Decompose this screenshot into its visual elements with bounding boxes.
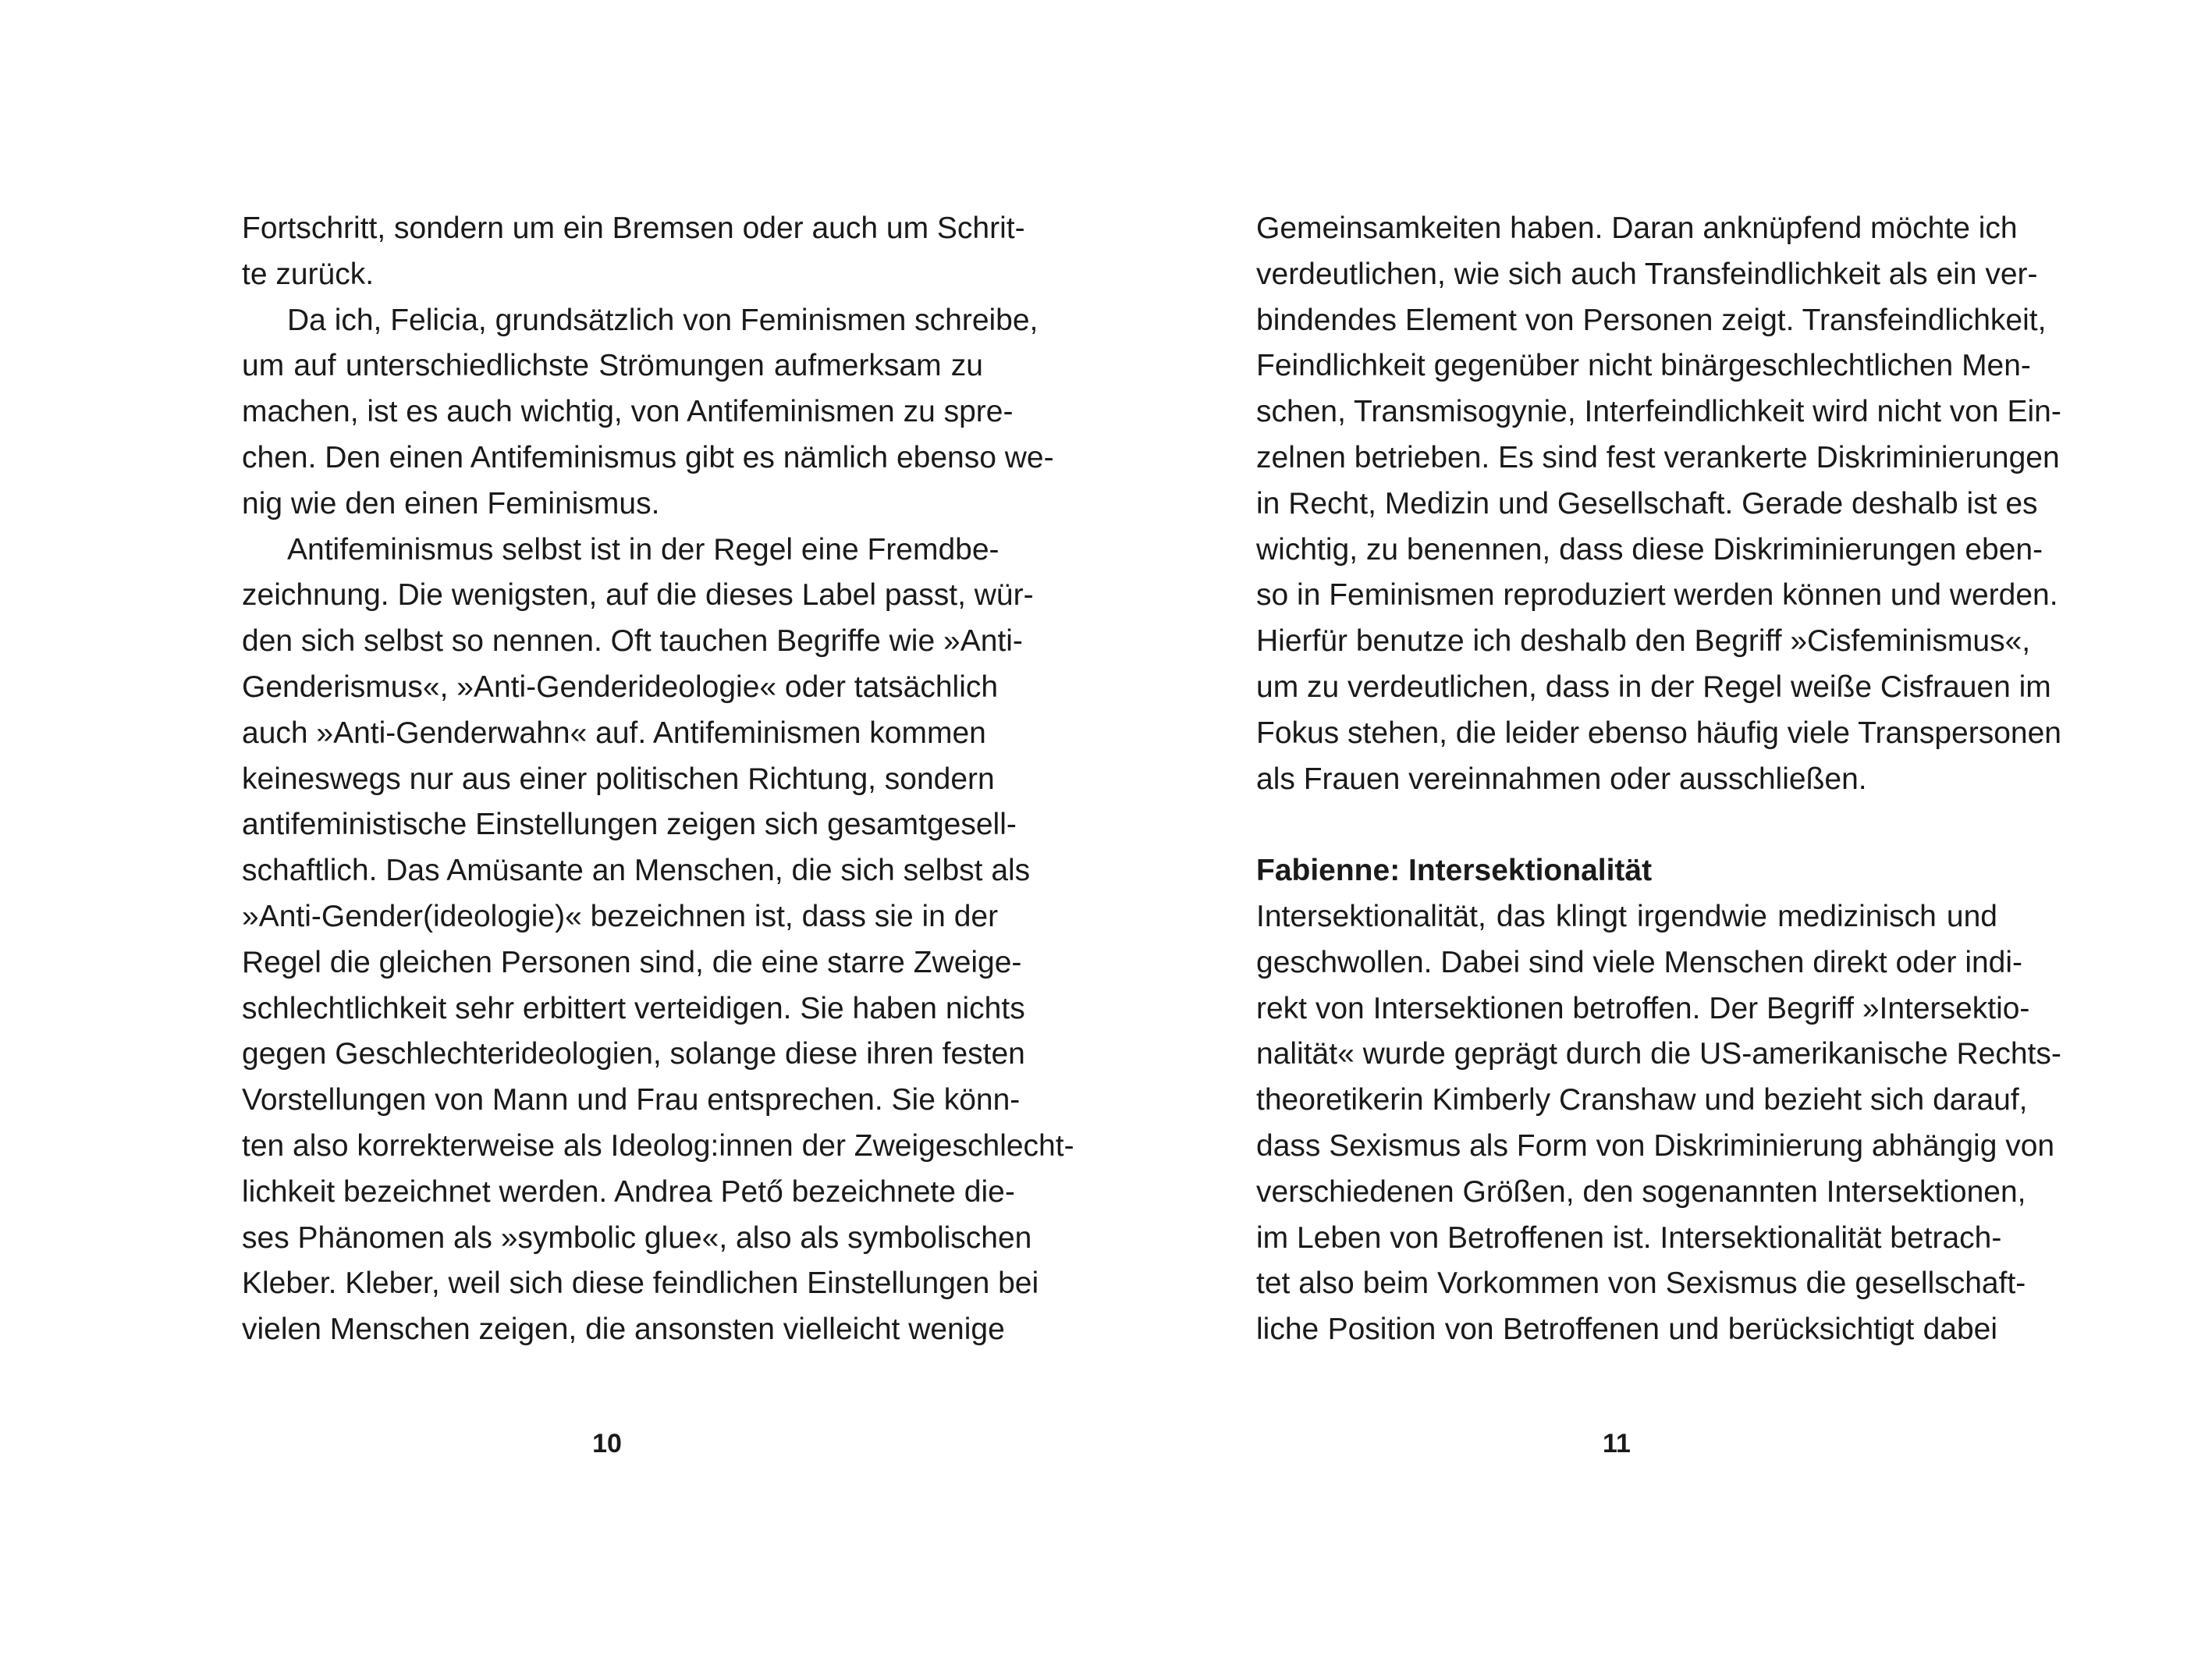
text-line: te zurück. <box>242 257 375 291</box>
text-line: als Frauen vereinnahmen oder ausschließen. <box>1256 762 1867 796</box>
text-line: nalität« wurde geprägt durch die US-amerikanische Rechts- <box>1256 1037 2061 1071</box>
text-line: geschwollen. Dabei sind viele Menschen direkt oder indi- <box>1256 945 2023 979</box>
right-page-body <box>1256 206 2061 1353</box>
text-line: wichtig, zu benennen, dass diese Diskriminierungen eben- <box>1256 532 2043 567</box>
text-line: ten also korrekterweise als Ideolog:innen der Zweigeschlecht- <box>242 1128 1074 1163</box>
text-line: lichkeit bezeichnet werden. Andrea Pető bezeichnete die- <box>242 1174 1015 1209</box>
text-line: rekt von Intersektionen betroffen. Der Begriff »Intersektio- <box>1256 991 2030 1025</box>
text-line: »Anti-Gender(ideologie)« bezeichnen ist, dass sie in der <box>242 899 999 933</box>
text-line: auch »Anti-Genderwahn« auf. Antifeminismen kommen <box>242 716 986 750</box>
text-line: um auf unterschiedlichste Strömungen aufmerksam zu <box>242 349 983 383</box>
text-line: schaftlich. Das Amüsante an Menschen, die sich selbst als <box>242 854 1031 888</box>
text-line: dass Sexismus als Form von Diskriminierung abhängig von <box>1256 1128 2055 1163</box>
text-line: so in Feminismen reproduziert werden können und werden. <box>1256 578 2058 613</box>
text-line: ses Phänomen als »symbolic glue«, also als symbolischen <box>242 1220 1032 1255</box>
text-line: Intersektionalität, das klingt irgendwie medizinisch und <box>1256 899 1997 933</box>
text-line: schen, Transmisogynie, Interfeindlichkeit wird nicht von Ein- <box>1256 395 2061 429</box>
text-line: gegen Geschlechterideologien, solange diese ihren festen <box>242 1037 1025 1071</box>
text-line: Kleber. Kleber, weil sich diese feindlichen Einstellungen bei <box>242 1266 1039 1301</box>
text-line: um zu verdeutlichen, dass in der Regel weiße Cisfrauen im <box>1256 670 2051 704</box>
right-page <box>1106 0 2212 1659</box>
text-line: Antifeminismus selbst ist in der Regel eine Fremdbe- <box>287 532 999 567</box>
text-line: Regel die gleichen Personen sind, die eine starre Zweige- <box>242 945 1022 979</box>
text-line: liche Position von Betroffenen und berücksichtigt dabei <box>1256 1313 1997 1347</box>
text-line: Fokus stehen, die leider ebenso häufig viele Transpersonen <box>1256 716 2061 750</box>
text-line: Gemeinsamkeiten haben. Daran anknüpfend möchte ich <box>1256 211 2018 245</box>
text-line: Genderismus«, »Anti-Genderideologie« oder tatsächlich <box>242 670 999 704</box>
text-line: schlechtlichkeit sehr erbittert verteidigen. Sie haben nichts <box>242 991 1025 1025</box>
text-line: zelnen betrieben. Es sind fest verankerte Diskriminierungen <box>1256 440 2060 474</box>
text-line: keineswegs nur aus einer politischen Richtung, sondern <box>242 762 995 796</box>
text-line: nig wie den einen Feminismus. <box>242 486 660 520</box>
text-line: Hierfür benutze ich deshalb den Begriff »Cisfeminismus«, <box>1256 624 2031 659</box>
text-line: im Leben von Betroffenen ist. Intersektionalität betrach- <box>1256 1220 2002 1255</box>
section-heading: Fabienne: Intersektionalität <box>1256 854 1653 888</box>
text-line: vielen Menschen zeigen, die ansonsten vielleicht wenige <box>242 1313 1005 1347</box>
text-line: theoretikerin Kimberly Cranshaw und bezieht sich darauf, <box>1256 1083 2028 1117</box>
text-line: Fortschritt, sondern um ein Bremsen oder auch um Schrit- <box>242 211 1025 245</box>
text-line <box>1256 802 1997 848</box>
text-line: verschiedenen Größen, den sogenannten Intersektionen, <box>1256 1174 2026 1209</box>
left-page-body <box>242 206 1074 1353</box>
text-line: Vorstellungen von Mann und Frau entsprechen. Sie könn- <box>242 1083 1021 1117</box>
text-line: zeichnung. Die wenigsten, auf die dieses Label passt, wür- <box>242 578 1034 613</box>
right-page-number: 11 <box>1603 1429 1631 1458</box>
text-line: antifeministische Einstellungen zeigen sich gesamtgesell- <box>242 808 1017 842</box>
text-line: machen, ist es auch wichtig, von Antifeminismen zu spre- <box>242 395 1014 429</box>
text-line: den sich selbst so nennen. Oft tauchen Begriffe wie »Anti- <box>242 624 1023 659</box>
text-line: chen. Den einen Antifeminismus gibt es nämlich ebenso we- <box>242 440 1054 474</box>
text-line: in Recht, Medizin und Gesellschaft. Gerade deshalb ist es <box>1256 486 2038 520</box>
text-line: verdeutlichen, wie sich auch Transfeindlichkeit als ein ver- <box>1256 257 2038 291</box>
text-line: bindendes Element von Personen zeigt. Transfeindlichkeit, <box>1256 303 2047 337</box>
left-page-number: 10 <box>592 1429 622 1458</box>
text-line: Feindlichkeit gegenüber nicht binärgeschlechtlichen Men- <box>1256 349 2031 383</box>
text-line: tet also beim Vorkommen von Sexismus die gesellschaft- <box>1256 1266 2026 1301</box>
text-line: Da ich, Felicia, grundsätzlich von Feminismen schreibe, <box>287 303 1039 337</box>
